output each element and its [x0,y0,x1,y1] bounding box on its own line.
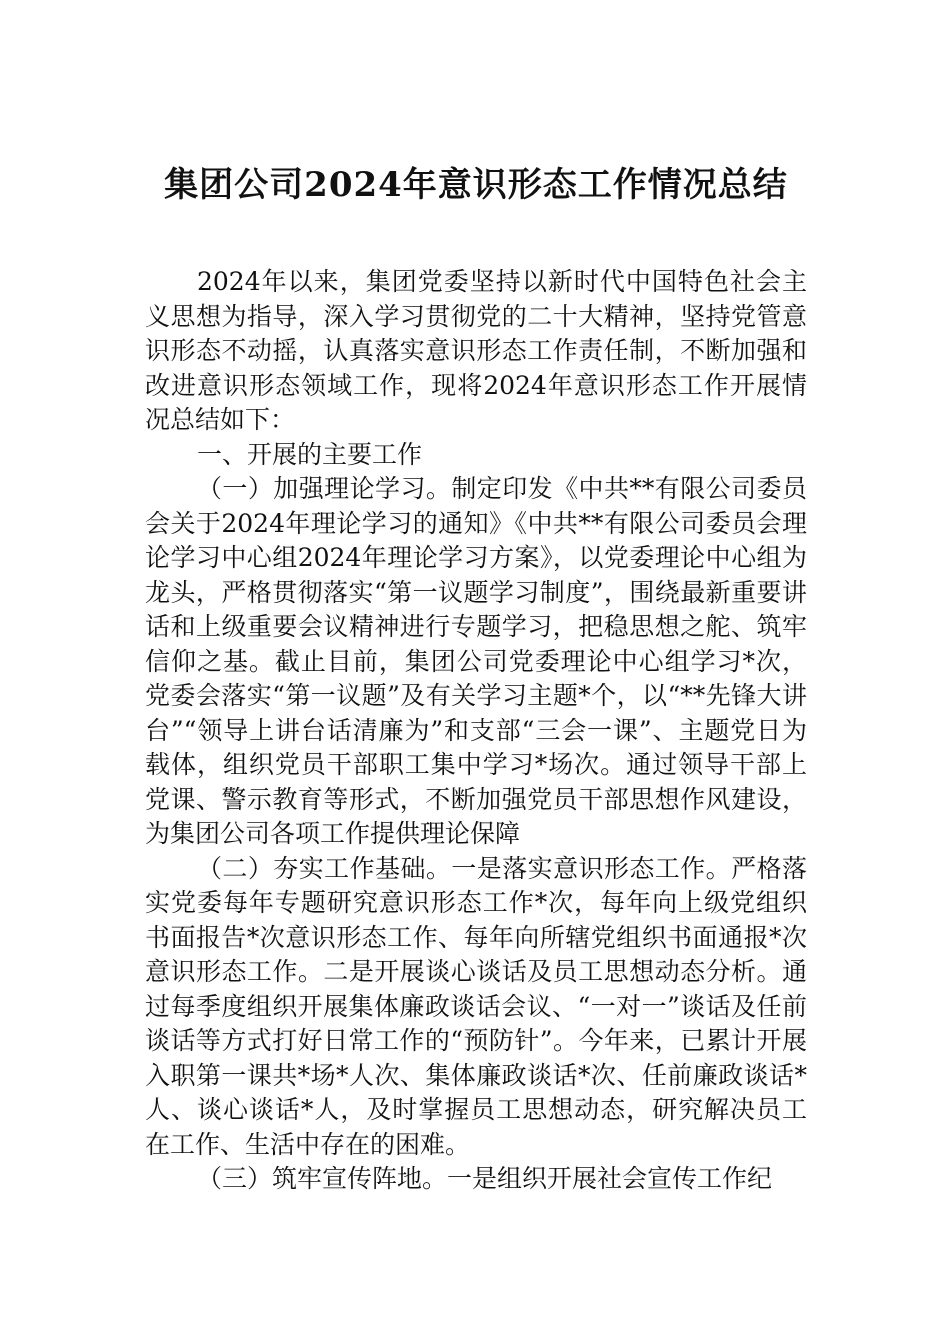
item-lead-2: （二）夯实工作基础。 [197,853,452,883]
item-paragraph-2 [145,852,807,1163]
document-page [145,150,807,1197]
item-lead-3: （三）筑牢宣传阵地。 [197,1164,448,1193]
item-text-1: 制定印发《中共**有限公司委员会关于2024年理论学习的通知》《中共**有限公司委员会理论学习中心组2024年理论学习方案》，以党委理论中心组为龙头，严格贯彻落实“第一议题学习制度”，围绕最新重要讲话和上级重要会议精神进行专题学习，把稳思想之舵、筑牢信仰之基。截止目前，集团公司党委理论中心组学习*次，党委会落实“第一议题”及有关学习主题*个，以“**先锋大讲台”“领导上讲台话清廉为”和支部“三会一课”、主题党日为载体，组织党员干部职工集中学习*场次。通过领导干部上党课、警示教育等形式，不断加强党员干部思想作风建设，为集团公司各项工作提供理论保障 [145,474,807,848]
item-text-2: 一是落实意识形态工作。严格落实党委每年专题研究意识形态工作*次，每年向上级党组织书面报告*次意识形态工作、每年向所辖党组织书面通报*次意识形态工作。二是开展谈心谈话及员工思想动态分析。通过每季度组织开展集体廉政谈话会议、“一对一”谈话及任前谈话等方式打好日常工作的“预防针”。今年来，已累计开展入职第一课共*场*人次、集体廉政谈话*次、任前廉政谈话*人、谈心谈话*人，及时掌握员工思想动态，研究解决员工在工作、生活中存在的困难。 [145,853,807,1159]
item-paragraph-3 [145,1162,807,1197]
document-title: 集团公司2024年意识形态工作情况总结 [164,165,788,205]
intro-paragraph: 2024年以来，集团党委坚持以新时代中国特色社会主义思想为指导，深入学习贯彻党的二十大精神，坚持党管意识形态不动摇，认真落实意识形态工作责任制，不断加强和改进意识形态领域工作，现将2024年意识形态工作开展情况总结如下： [145,267,807,434]
item-lead-1: （一）加强理论学习。 [197,474,452,503]
item-text-3: 一是组织开展社会宣传工作纪 [447,1164,773,1193]
section-heading-1: 一、开展的主要工作 [197,439,423,469]
item-paragraph-1 [145,472,807,852]
